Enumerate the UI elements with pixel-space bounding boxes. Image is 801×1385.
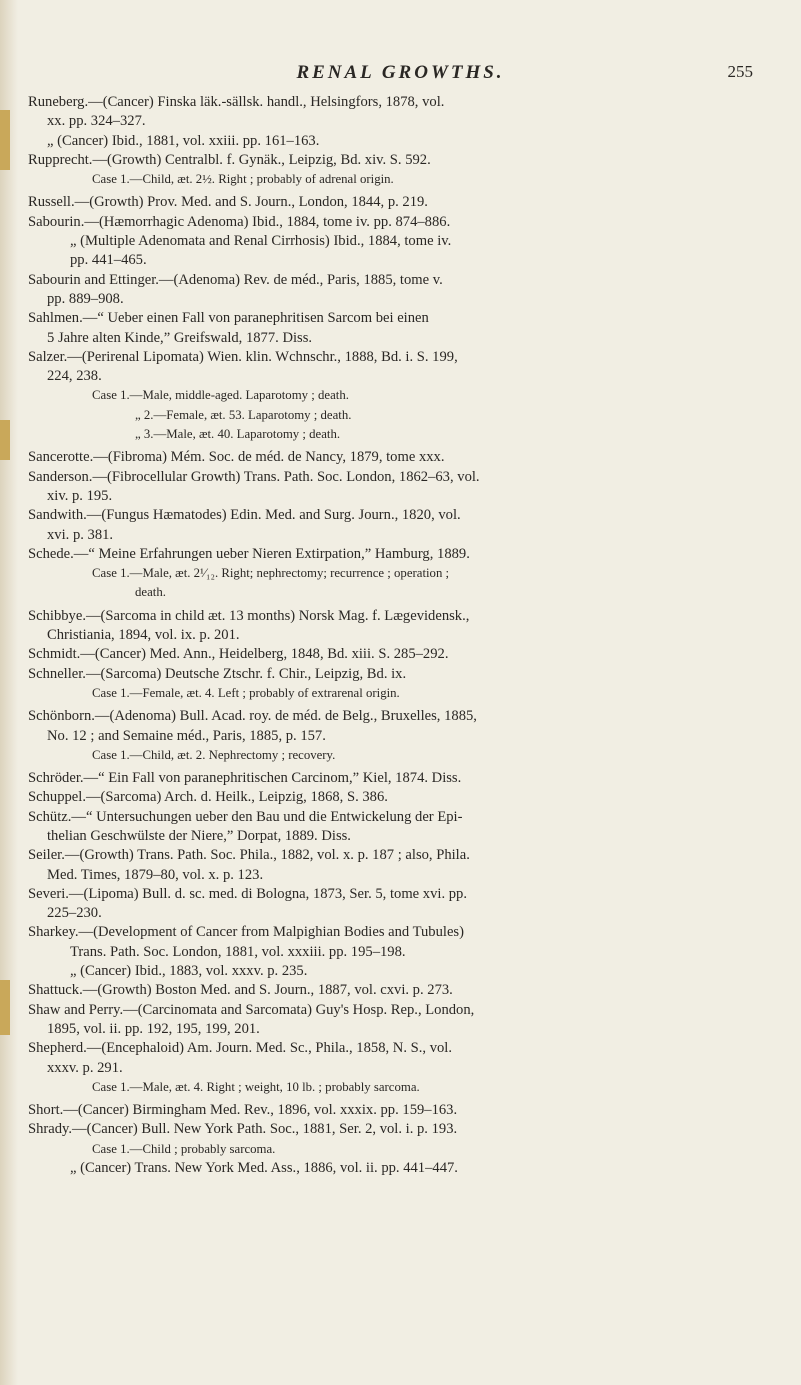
binding-mark [0, 420, 10, 460]
reference-entry: Schede.—“ Meine Erfahrungen ueber Nieren Extirpation,” Hamburg, 1889. [28, 545, 470, 562]
reference-entry: Runeberg.—(Cancer) Finska läk.-sällsk. handl., Helsingfors, 1878, vol. [28, 94, 445, 110]
case-note: Case 1.—Child, æt. 2½. Right ; probably of adrenal origin. [92, 172, 394, 187]
reference-continuation: No. 12 ; and Semaine méd., Paris, 1885, p. 157. [47, 727, 326, 744]
reference-continuation: thelian Geschwülste der Niere,” Dorpat, 1889. Diss. [47, 827, 351, 844]
running-title: RENAL GROWTHS. [296, 62, 505, 83]
case-note: Case 1.—Female, æt. 4. Left ; probably of extrarenal origin. [92, 685, 400, 700]
reference-continuation: xiv. p. 195. [47, 487, 113, 504]
reference-entry: Rupprecht.—(Growth) Centralbl. f. Gynäk., Leipzig, Bd. xiv. S. 592. [28, 151, 431, 168]
reference-entry: Schuppel.—(Sarcoma) Arch. d. Heilk., Leipzig, 1868, S. 386. [28, 789, 388, 806]
binding-mark [0, 980, 10, 1035]
page-edge-shadow [0, 0, 18, 1385]
reference-entry: Shrady.—(Cancer) Bull. New York Path. Soc., 1881, Ser. 2, vol. i. p. 193. [28, 1121, 458, 1138]
reference-continuation: xvi. p. 381. [47, 526, 114, 543]
reference-continuation: 225–230. [47, 905, 102, 922]
running-header [0, 62, 801, 92]
reference-continuation: „ (Multiple Adenomata and Renal Cirrhosis) Ibid., 1884, tome iv. [70, 233, 452, 250]
case-note: „ 2.—Female, æt. 53. Laparotomy ; death. [135, 407, 352, 422]
case-note: Case 1.—Male, æt. 2¹⁄₁₂. Right; nephrectomy; recurrence ; operation ; [92, 566, 450, 581]
binding-mark [0, 110, 10, 170]
reference-entry: Severi.—(Lipoma) Bull. d. sc. med. di Bologna, 1873, Ser. 5, tome xvi. pp. [28, 885, 467, 902]
reference-continuation: pp. 441–465. [70, 252, 147, 269]
reference-entry: Russell.—(Growth) Prov. Med. and S. Journ., London, 1844, p. 219. [28, 194, 428, 211]
reference-continuation: 1895, vol. ii. pp. 192, 195, 199, 201. [47, 1020, 260, 1037]
case-note: „ 3.—Male, æt. 40. Laparotomy ; death. [135, 427, 341, 442]
reference-entry: Schönborn.—(Adenoma) Bull. Acad. roy. de méd. de Belg., Bruxelles, 1885, [28, 708, 477, 725]
reference-entry: Sanderson.—(Fibrocellular Growth) Trans. Path. Soc. London, 1862–63, vol. [28, 468, 480, 485]
reference-entry: Schröder.—“ Ein Fall von paranephritischen Carcinom,” Kiel, 1874. Diss. [28, 770, 462, 787]
reference-entry: Sandwith.—(Fungus Hæmatodes) Edin. Med. and Surg. Journ., 1820, vol. [28, 507, 461, 524]
reference-entry: Schibbye.—(Sarcoma in child æt. 13 months) Norsk Mag. f. Lægevidensk., [28, 607, 470, 624]
reference-entry: Schütz.—“ Untersuchungen ueber den Bau und die Entwickelung der Epi- [28, 808, 463, 825]
case-note: death. [135, 585, 166, 600]
reference-continuation: „ (Cancer) Trans. New York Med. Ass., 1886, vol. ii. pp. 441–447. [70, 1160, 458, 1177]
reference-continuation: xxxv. p. 291. [47, 1059, 123, 1076]
reference-continuation: Med. Times, 1879–80, vol. x. p. 123. [47, 866, 264, 883]
reference-entry: Shattuck.—(Growth) Boston Med. and S. Journ., 1887, vol. cxvi. p. 273. [28, 982, 453, 999]
reference-entry: Schmidt.—(Cancer) Med. Ann., Heidelberg, 1848, Bd. xiii. S. 285–292. [28, 646, 449, 663]
reference-entry: Shepherd.—(Encephaloid) Am. Journ. Med. Sc., Phila., 1858, N. S., vol. [28, 1040, 452, 1057]
case-note: Case 1.—Child ; probably sarcoma. [92, 1141, 276, 1156]
page-number: 255 [727, 62, 753, 81]
reference-continuation: „ (Cancer) Ibid., 1881, vol. xxiii. pp. 161–163. [47, 132, 320, 149]
case-note: Case 1.—Male, middle-aged. Laparotomy ; death. [92, 388, 349, 403]
reference-entry: Short.—(Cancer) Birmingham Med. Rev., 1896, vol. xxxix. pp. 159–163. [28, 1102, 458, 1119]
reference-continuation: Trans. Path. Soc. London, 1881, vol. xxxiii. pp. 195–198. [70, 943, 406, 960]
reference-entry: Sahlmen.—“ Ueber einen Fall von paranephritisen Sarcom bei einen [28, 310, 429, 327]
reference-entry: Sharkey.—(Development of Cancer from Malpighian Bodies and Tubules) [28, 924, 464, 941]
reference-entry: Salzer.—(Perirenal Lipomata) Wien. klin. Wchnschr., 1888, Bd. i. S. 199, [28, 348, 458, 365]
reference-entry: Sabourin and Ettinger.—(Adenoma) Rev. de méd., Paris, 1885, tome v. [28, 271, 443, 288]
case-note: Case 1.—Child, æt. 2. Nephrectomy ; recovery. [92, 747, 336, 762]
reference-continuation: pp. 889–908. [47, 290, 124, 307]
bibliography-list [28, 93, 788, 1178]
reference-continuation: „ (Cancer) Ibid., 1883, vol. xxxv. p. 235. [70, 963, 308, 980]
reference-continuation: Christiania, 1894, vol. ix. p. 201. [47, 627, 240, 644]
reference-continuation: 224, 238. [47, 368, 102, 385]
reference-entry: Sancerotte.—(Fibroma) Mém. Soc. de méd. de Nancy, 1879, tome xxx. [28, 449, 445, 466]
reference-entry: Seiler.—(Growth) Trans. Path. Soc. Phila., 1882, vol. x. p. 187 ; also, Phila. [28, 847, 470, 864]
reference-continuation: 5 Jahre alten Kinde,” Greifswald, 1877. Diss. [47, 329, 313, 346]
case-note: Case 1.—Male, æt. 4. Right ; weight, 10 lb. ; probably sarcoma. [92, 1079, 420, 1094]
reference-continuation: xx. pp. 324–327. [47, 113, 146, 130]
reference-entry: Schneller.—(Sarcoma) Deutsche Ztschr. f. Chir., Leipzig, Bd. ix. [28, 665, 407, 682]
reference-entry: Shaw and Perry.—(Carcinomata and Sarcomata) Guy's Hosp. Rep., London, [28, 1001, 475, 1018]
reference-entry: Sabourin.—(Hæmorrhagic Adenoma) Ibid., 1884, tome iv. pp. 874–886. [28, 213, 451, 230]
